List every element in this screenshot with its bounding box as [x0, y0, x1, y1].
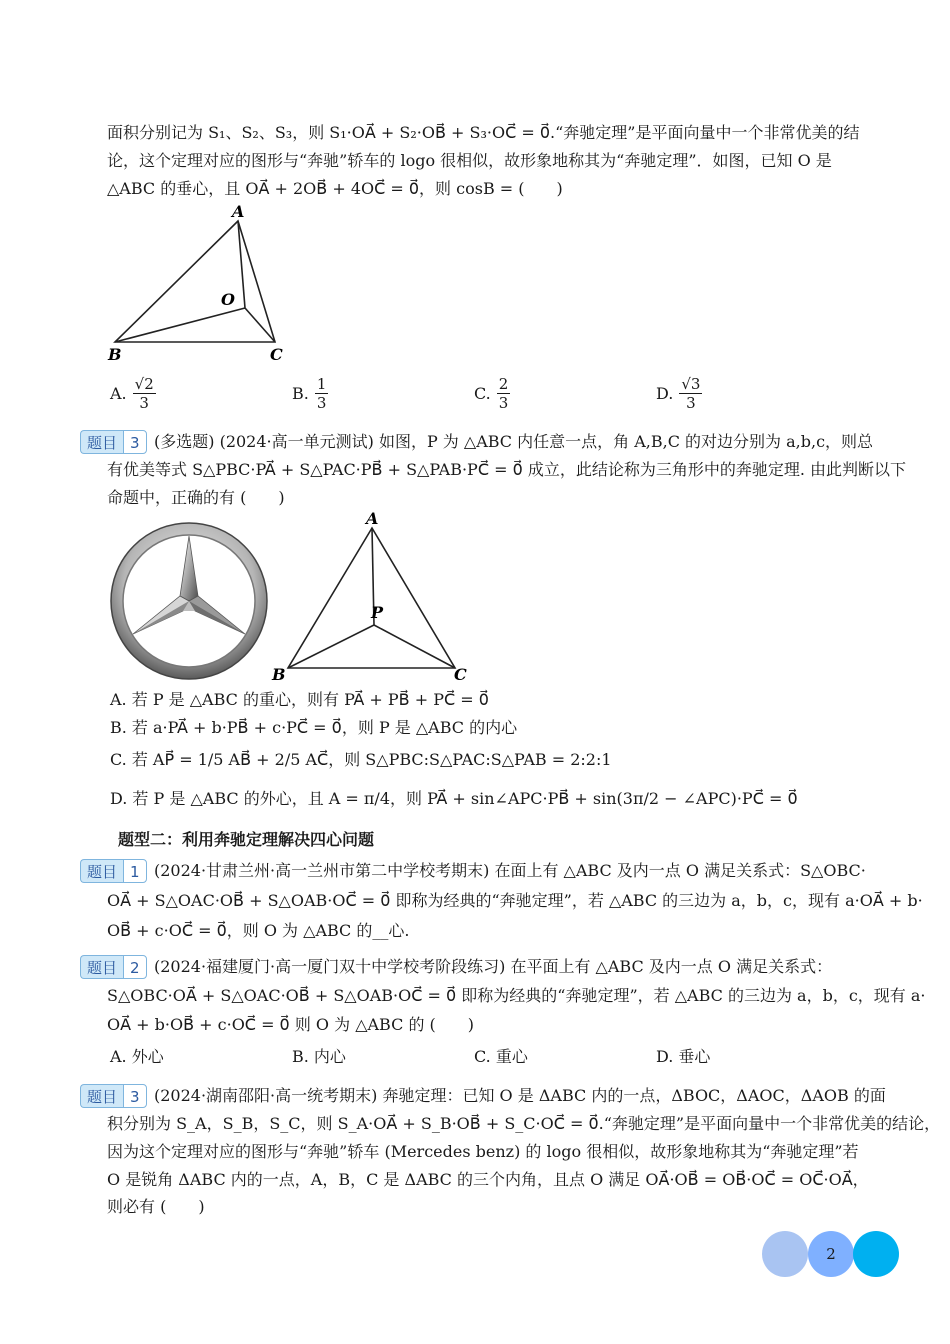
- t3-line-5: 则必有 ( ): [107, 1197, 205, 1216]
- fraction: [133, 375, 156, 412]
- t3-line-4: O 是锐角 ΔABC 内的一点，A，B，C 是 ΔABC 的三个内角，且点 O 满足 OA⃗·OB⃗ = OB⃗·OC⃗ = OC⃗·OA⃗，: [107, 1170, 869, 1189]
- vertex-c-label: C: [454, 665, 467, 684]
- option-letter: A.: [110, 383, 127, 403]
- fraction-denominator: 3: [498, 394, 509, 412]
- intro-line-2: 论，这个定理对应的图形与“奔驰”轿车的 logo 很相似，故形象地称其为“奔驰定理”．如图，已知 O 是: [107, 151, 832, 170]
- page-number: 2: [808, 1231, 854, 1277]
- t2-line-1: (2024·福建厦门·高一厦门双十中学校考阶段练习) 在平面上有 △ABC 及内一点 O 满足关系式：: [154, 957, 833, 976]
- fraction-numerator: 2: [498, 375, 509, 393]
- fraction-numerator: √3: [681, 375, 701, 393]
- q3-line-2: 有优美等式 S△PBC·PA⃗ + S△PAC·PB⃗ + S△PAB·PC⃗ = 0⃗ 成立，此结论称为三角形中的奔驰定理. 由此判断以下: [107, 460, 907, 479]
- fraction-denominator: 3: [316, 394, 327, 412]
- fraction-numerator: 1: [316, 375, 327, 393]
- t1-line-1: (2024·甘肃兰州·高一兰州市第二中学校考期末) 在面上有 △ABC 及内一点 O 满足关系式：S△OBC·: [154, 861, 866, 880]
- q3-line-3: 命题中，正确的有 ( ): [107, 488, 285, 507]
- t3-line-2: 积分别为 S_A，S_B，S_C，则 S_A·OA⃗ + S_B·OB⃗ + S_C·OC⃗ = 0⃗.“奔驰定理”是平面向量中一个非常优美的结论，: [107, 1114, 941, 1133]
- t2-option-a: A. 外心: [110, 1047, 164, 1066]
- mercedes-logo-image: [108, 520, 270, 682]
- fraction: [315, 375, 329, 412]
- t3-line-3: 因为这个定理对应的图形与“奔驰”轿车 (Mercedes benz) 的 logo 很相似，故形象地称其为“奔驰定理”若: [107, 1142, 859, 1161]
- question-tag: [80, 430, 147, 454]
- t3-line-1: (2024·湖南邵阳·高一统考期末) 奔驰定理：已知 O 是 ΔABC 内的一点，ΔBOC，ΔAOC，ΔAOB 的面: [154, 1086, 886, 1105]
- vertex-a-label: A: [232, 202, 245, 221]
- question-tag-label: 题目: [80, 430, 123, 454]
- fraction: [497, 375, 511, 412]
- q3-option-c: C. 若 AP⃗ = 1/5 AB⃗ + 2/5 AC⃗，则 S△PBC:S△PAC:S△PAB = 2:2:1: [110, 750, 612, 769]
- t2-line-3: OA⃗ + b·OB⃗ + c·OC⃗ = 0⃗ 则 O 为 △ABC 的 ( ): [107, 1015, 475, 1034]
- question-tag-number: 2: [123, 955, 147, 979]
- question-tag: [80, 859, 147, 883]
- fraction-denominator: 3: [139, 394, 149, 412]
- prev-option-d: [656, 375, 702, 412]
- option-letter: D.: [656, 383, 674, 403]
- triangle-orthocenter-figure: [100, 200, 300, 370]
- page-decor-circle: [853, 1231, 899, 1277]
- vertex-c-label: C: [270, 345, 283, 364]
- vertex-a-label: A: [366, 509, 379, 528]
- t1-line-2: OA⃗ + S△OAC·OB⃗ + S△OAB·OC⃗ = 0⃗ 即称为经典的“奔驰定理”，若 △ABC 的三边为 a，b，c，现有 a·OA⃗ + b·: [107, 891, 923, 910]
- t2-option-d: D. 垂心: [656, 1047, 711, 1066]
- triangle-point-p-figure: [270, 508, 470, 686]
- q3-option-d: D. 若 P 是 △ABC 的外心，且 A = π/4，则 PA⃗ + sin∠APC·PB⃗ + sin(3π/2 − ∠APC)·PC⃗ = 0⃗: [110, 789, 798, 808]
- option-letter: C.: [474, 383, 491, 403]
- question-tag-number: 1: [123, 859, 147, 883]
- question-tag-label: 题目: [80, 955, 123, 979]
- question-tag: [80, 1084, 147, 1108]
- t2-option-b: B. 内心: [292, 1047, 346, 1066]
- q3-option-b: B. 若 a·PA⃗ + b·PB⃗ + c·PC⃗ = 0⃗，则 P 是 △ABC 的内心: [110, 718, 518, 737]
- t2-line-2: S△OBC·OA⃗ + S△OAC·OB⃗ + S△OAB·OC⃗ = 0⃗ 即称为经典的“奔驰定理”，若 △ABC 的三边为 a，b，c，现有 a·: [107, 986, 926, 1005]
- fraction-denominator: 3: [686, 394, 696, 412]
- vertex-b-label: B: [272, 665, 286, 684]
- section-heading: 题型二：利用奔驰定理解决四心问题: [118, 830, 375, 849]
- prev-option-a: [110, 375, 156, 412]
- t1-line-3: OB⃗ + c·OC⃗ = 0⃗，则 O 为 △ABC 的__心.: [107, 921, 410, 940]
- fraction: [679, 375, 702, 412]
- question-tag-label: 题目: [80, 1084, 123, 1108]
- option-letter: B.: [292, 383, 309, 403]
- intro-line-1: 面积分别记为 S₁、S₂、S₃，则 S₁·OA⃗ + S₂·OB⃗ + S₃·OC⃗ = 0⃗.“奔驰定理”是平面向量中一个非常优美的结: [107, 123, 860, 142]
- prev-option-b: [292, 375, 328, 412]
- vertex-b-label: B: [108, 345, 122, 364]
- q3-option-a: A. 若 P 是 △ABC 的重心，则有 PA⃗ + PB⃗ + PC⃗ = 0⃗: [110, 690, 489, 709]
- t2-option-c: C. 重心: [474, 1047, 528, 1066]
- question-tag-number: 3: [123, 1084, 147, 1108]
- question-tag-label: 题目: [80, 859, 123, 883]
- prev-option-c: [474, 375, 510, 412]
- intro-line-3: △ABC 的垂心，且 OA⃗ + 2OB⃗ + 4OC⃗ = 0⃗，则 cosB = ( ): [107, 179, 563, 198]
- question-tag-number: 3: [123, 430, 147, 454]
- fraction-numerator: √2: [134, 375, 154, 393]
- q3-line-1: (多选题) (2024·高一单元测试) 如图，P 为 △ABC 内任意一点，角 A,B,C 的对边分别为 a,b,c，则总: [154, 432, 874, 451]
- page-decor-circle: [762, 1231, 808, 1277]
- question-tag: [80, 955, 147, 979]
- point-o-label: O: [221, 290, 235, 309]
- point-p-label: P: [371, 603, 384, 622]
